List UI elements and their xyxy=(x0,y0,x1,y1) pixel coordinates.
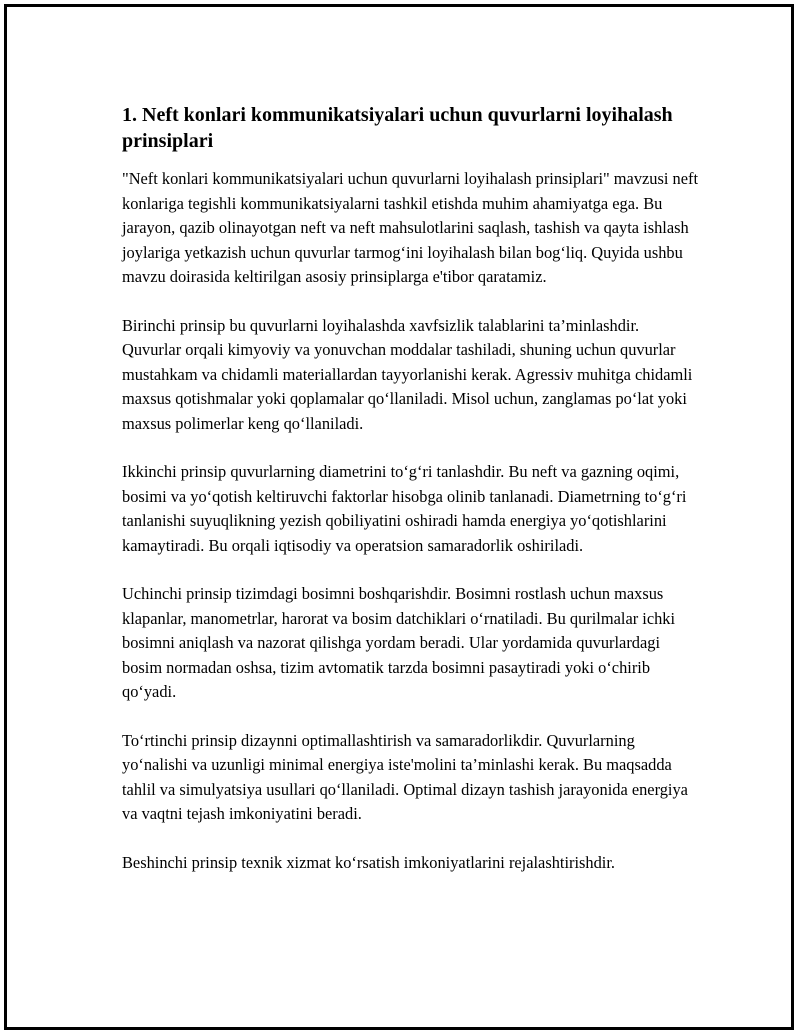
paragraph-first-principle: Birinchi prinsip bu quvurlarni loyihalashda xavfsizlik talablarini ta’minlashdir. Quvurlar orqali kimyoviy va yonuvchan moddalar tashiladi, shuning uchun quvurlar mustahkam va chidamli materiallardan tayyorlanishi kerak. Agressiv muhitga chidamli maxsus qotishmalar yoki qoplamalar qo‘llaniladi. Misol uchun, zanglamas po‘lat yoki maxsus polimerlar keng qo‘llaniladi. xyxy=(122,315,693,433)
page-frame xyxy=(4,4,794,1030)
paragraph-intro: "Neft konlari kommunikatsiyalari uchun quvurlarni loyihalash prinsiplari" mavzusi neft konlariga tegishli kommunikatsiyalarni tashkil etishda muhim ahamiyatga ega. Bu jarayon, qazib olinayotgan neft va neft mahsulotlarini saqlash, tashish va qayta ishlash joylariga yetkazish uchun quvurlar tarmog‘ini loyihalash bilan bog‘liq. Quyida ushbu mavzu doirasida keltirilgan asosiy prinsiplarga e'tibor qaratamiz. xyxy=(122,169,698,286)
document-body xyxy=(122,102,702,899)
paragraph-fifth-principle: Beshinchi prinsip texnik xizmat ko‘rsatish imkoniyatlarini rejalashtirishdir. xyxy=(122,852,615,872)
paragraph-second-principle: Ikkinchi prinsip quvurlarning diametrini to‘g‘ri tanlashdir. Bu neft va gazning oqimi, bosimi va yo‘qotish keltiruvchi faktorlar hisobga olinib tanlanadi. Diametrning to‘g‘ri tanlanishi suyuqlikning yezish qobiliyatini oshiradi hamda energiya yo‘qotishlarini kamaytiradi. Bu orqali iqtisodiy va operatsion samaradorlik oshiriladi. xyxy=(122,462,687,555)
paragraph-fourth-principle: To‘rtinchi prinsip dizaynni optimallashtirish va samaradorlikdir. Quvurlarning yo‘nalishi va uzunligi minimal energiya iste'molini ta’minlashi kerak. Bu maqsadda tahlil va simulyatsiya usullari qo‘llaniladi. Optimal dizayn tashish jarayonida energiya va vaqtni tejash imkoniyatini beradi. xyxy=(122,730,688,823)
document-title: 1. Neft konlari kommunikatsiyalari uchun quvurlarni loyihalash prinsiplari xyxy=(122,104,673,152)
paragraph-third-principle: Uchinchi prinsip tizimdagi bosimni boshqarishdir. Bosimni rostlash uchun maxsus klapanlar, manometrlar, harorat va bosim datchiklari o‘rnatiladi. Bu qurilmalar ichki bosimni aniqlash va nazorat qilishga yordam beradi. Ular yordamida quvurlardagi bosim normadan oshsa, tizim avtomatik tarzda bosimni pasaytiradi yoki o‘chirib qo‘yadi. xyxy=(122,584,676,701)
